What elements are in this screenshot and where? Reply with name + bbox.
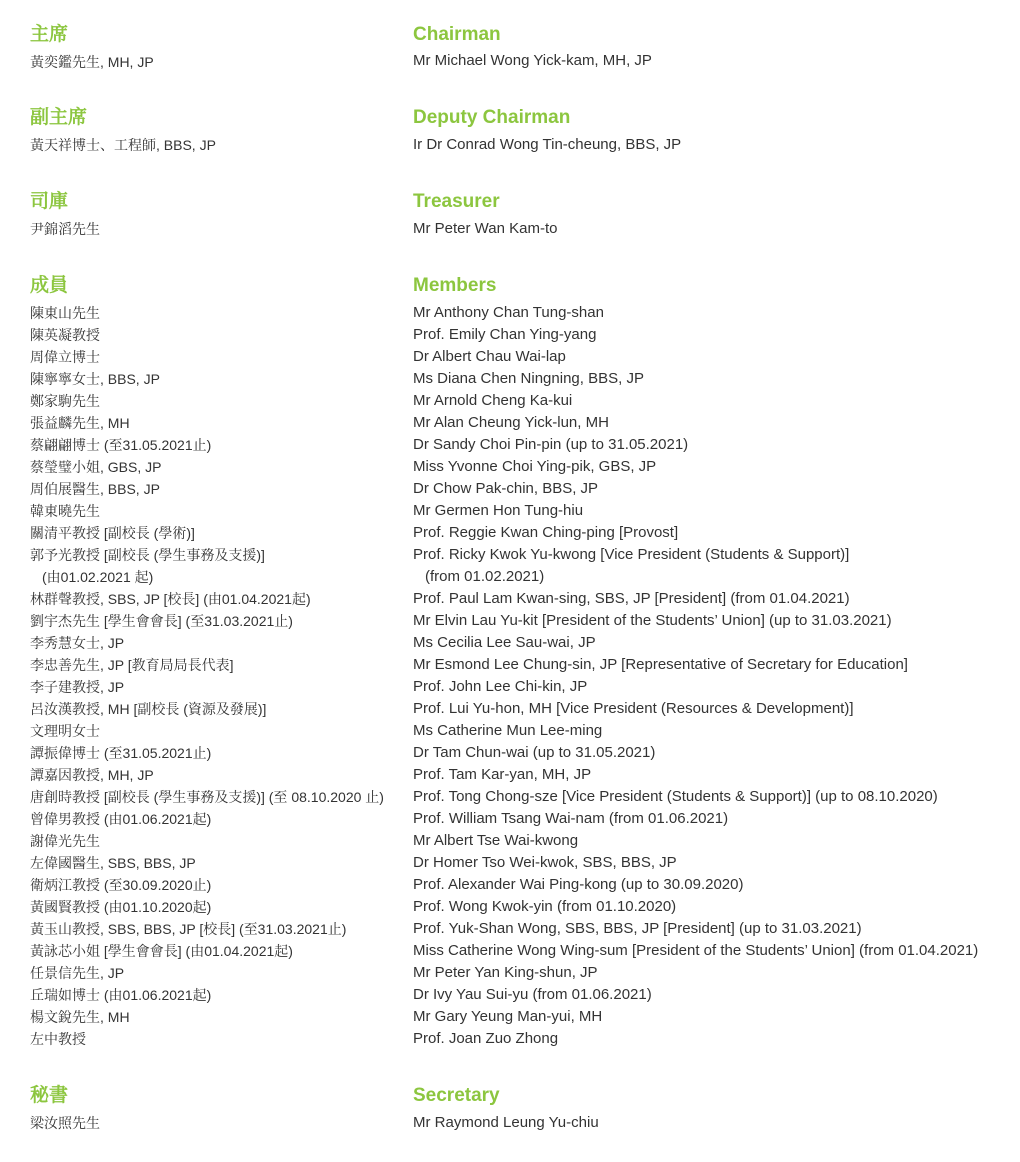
deputy-name-en: Ir Dr Conrad Wong Tin-cheung, BBS, JP — [413, 136, 682, 153]
secretary-name-zh: 梁汝照先生 — [30, 1115, 100, 1131]
chairman-name-en: Mr Michael Wong Yick-kam, MH, JP — [413, 52, 652, 69]
member-item-zh: 謝偉光先生 — [30, 833, 100, 849]
member-item-zh: 張益麟先生, MH — [30, 415, 130, 431]
member-item-zh: 劉宇杰先生 [學生會會長] (至31.03.2021止) — [30, 613, 293, 629]
members-heading-zh: 成員 — [30, 275, 69, 296]
member-item-en: Dr Tam Chun-wai (up to 31.05.2021) — [413, 744, 656, 761]
member-item-en: Miss Yvonne Choi Ying-pik, GBS, JP — [413, 458, 657, 475]
member-item-en: Ms Cecilia Lee Sau-wai, JP — [413, 634, 596, 651]
member-item-zh: 楊文銳先生, MH — [30, 1009, 130, 1025]
member-item-zh: 李秀慧女士, JP — [30, 635, 125, 651]
secretary-heading-zh: 秘書 — [30, 1085, 69, 1106]
chairman-heading-en: Chairman — [413, 24, 501, 45]
members-heading-en: Members — [413, 275, 497, 296]
member-item-en: Mr Arnold Cheng Ka-kui — [413, 392, 573, 409]
member-item-en: Mr Peter Yan King-shun, JP — [413, 964, 598, 981]
member-item-en: Mr Esmond Lee Chung-sin, JP [Representative of Secretary for Education] — [413, 656, 908, 673]
member-item-zh: 文理明女士 — [30, 723, 100, 739]
member-item-zh: 唐創時教授 [副校長 (學生事務及支援)] (至 08.10.2020 止) — [30, 789, 384, 805]
member-item-en: Ms Diana Chen Ningning, BBS, JP — [413, 370, 644, 387]
member-item-en: Ms Catherine Mun Lee-ming — [413, 722, 603, 739]
member-item-zh: 韓東曉先生 — [30, 503, 100, 519]
member-item-en: Prof. Emily Chan Ying-yang — [413, 326, 597, 343]
member-item-en: Prof. Joan Zuo Zhong — [413, 1030, 559, 1047]
member-item-zh: 陳寧寧女士, BBS, JP — [30, 371, 160, 387]
member-item-en: Prof. Paul Lam Kwan-sing, SBS, JP [President] (from 01.04.2021) — [413, 590, 850, 607]
member-item-zh: 曾偉男教授 (由01.06.2021起) — [30, 811, 212, 827]
member-item-en: Prof. Lui Yu-hon, MH [Vice President (Resources & Development)] — [413, 700, 854, 717]
chairman-heading-zh: 主席 — [30, 24, 69, 45]
member-item-zh: 陳英凝教授 — [30, 327, 100, 343]
member-item-en: Dr Chow Pak-chin, BBS, JP — [413, 480, 599, 497]
treasurer-name-en: Mr Peter Wan Kam-to — [413, 220, 558, 237]
member-item-en: Dr Ivy Yau Sui-yu (from 01.06.2021) — [413, 986, 652, 1003]
member-item-en: Mr Gary Yeung Man-yui, MH — [413, 1008, 603, 1025]
member-item-zh: 蔡翩翩博士 (至31.05.2021止) — [30, 437, 212, 453]
member-item-zh: 周偉立博士 — [30, 349, 100, 365]
member-item-en: Mr Elvin Lau Yu-kit [President of the Students’ Union] (up to 31.03.2021) — [413, 612, 892, 629]
secretary-name-en: Mr Raymond Leung Yu-chiu — [413, 1114, 599, 1131]
member-item-en: Dr Sandy Choi Pin-pin (up to 31.05.2021) — [413, 436, 689, 453]
member-item-zh: 周伯展醫生, BBS, JP — [30, 481, 160, 497]
member-item-zh: 林群聲教授, SBS, JP [校長] (由01.04.2021起) — [30, 591, 311, 607]
member-item-zh: 左中教授 — [30, 1031, 86, 1047]
deputy-heading-zh: 副主席 — [30, 107, 88, 128]
member-item-en: Prof. Alexander Wai Ping-kong (up to 30.09.2020) — [413, 876, 744, 893]
member-item-zh: 呂汝漢教授, MH [副校長 (資源及發展)] — [30, 701, 267, 717]
member-item-zh: 鄭家駒先生 — [30, 393, 100, 409]
member-item-zh: (由01.02.2021 起) — [42, 569, 154, 585]
member-item-en: Prof. Ricky Kwok Yu-kwong [Vice President (Students & Support)] — [413, 546, 850, 563]
member-item-en: Prof. John Lee Chi-kin, JP — [413, 678, 588, 695]
member-item-zh: 譚嘉因教授, MH, JP — [30, 767, 154, 783]
member-item-zh: 黃國賢教授 (由01.10.2020起) — [30, 899, 212, 915]
member-item-zh: 李忠善先生, JP [教育局局長代表] — [30, 657, 234, 673]
member-item-zh: 李子建教授, JP — [30, 679, 125, 695]
member-item-en: Prof. Reggie Kwan Ching-ping [Provost] — [413, 524, 679, 541]
chairman-name-zh: 黃奕鑑先生, MH, JP — [30, 54, 154, 70]
member-item-zh: 蔡瑩璧小姐, GBS, JP — [30, 459, 162, 475]
member-item-en: (from 01.02.2021) — [425, 568, 545, 585]
member-item-en: Prof. Tam Kar-yan, MH, JP — [413, 766, 592, 783]
member-item-en: Mr Germen Hon Tung-hiu — [413, 502, 584, 519]
member-item-en: Prof. Wong Kwok-yin (from 01.10.2020) — [413, 898, 677, 915]
member-item-zh: 譚振偉博士 (至31.05.2021止) — [30, 745, 212, 761]
member-item-en: Miss Catherine Wong Wing-sum [President of the Students’ Union] (from 01.04.2021) — [413, 942, 979, 959]
secretary-heading-en: Secretary — [413, 1085, 500, 1106]
member-item-en: Mr Alan Cheung Yick-lun, MH — [413, 414, 609, 431]
member-item-zh: 郭予光教授 [副校長 (學生事務及支援)] — [30, 547, 265, 563]
member-item-zh: 衛炳江教授 (至30.09.2020止) — [30, 877, 212, 893]
member-item-zh: 左偉國醫生, SBS, BBS, JP — [30, 855, 196, 871]
member-item-en: Mr Albert Tse Wai-kwong — [413, 832, 579, 849]
treasurer-heading-zh: 司庫 — [30, 191, 69, 212]
deputy-heading-en: Deputy Chairman — [413, 107, 571, 128]
member-item-en: Mr Anthony Chan Tung-shan — [413, 304, 604, 321]
member-item-zh: 陳東山先生 — [30, 305, 100, 321]
member-item-zh: 丘瑞如博士 (由01.06.2021起) — [30, 987, 212, 1003]
member-item-en: Prof. Yuk-Shan Wong, SBS, BBS, JP [President] (up to 31.03.2021) — [413, 920, 862, 937]
member-item-zh: 關清平教授 [副校長 (學術)] — [30, 525, 195, 541]
member-item-en: Prof. Tong Chong-sze [Vice President (Students & Support)] (up to 08.10.2020) — [413, 788, 938, 805]
treasurer-heading-en: Treasurer — [413, 191, 500, 212]
treasurer-name-zh: 尹錦滔先生 — [30, 221, 100, 237]
member-item-zh: 黃詠芯小姐 [學生會會長] (由01.04.2021起) — [30, 943, 293, 959]
deputy-name-zh: 黃天祥博士、工程師, BBS, JP — [30, 137, 216, 153]
member-item-zh: 黃玉山教授, SBS, BBS, JP [校長] (至31.03.2021止) — [30, 921, 347, 937]
member-item-en: Dr Homer Tso Wei-kwok, SBS, BBS, JP — [413, 854, 677, 871]
member-item-en: Prof. William Tsang Wai-nam (from 01.06.2021) — [413, 810, 729, 827]
member-item-zh: 任景信先生, JP — [30, 965, 125, 981]
member-item-en: Dr Albert Chau Wai-lap — [413, 348, 566, 365]
